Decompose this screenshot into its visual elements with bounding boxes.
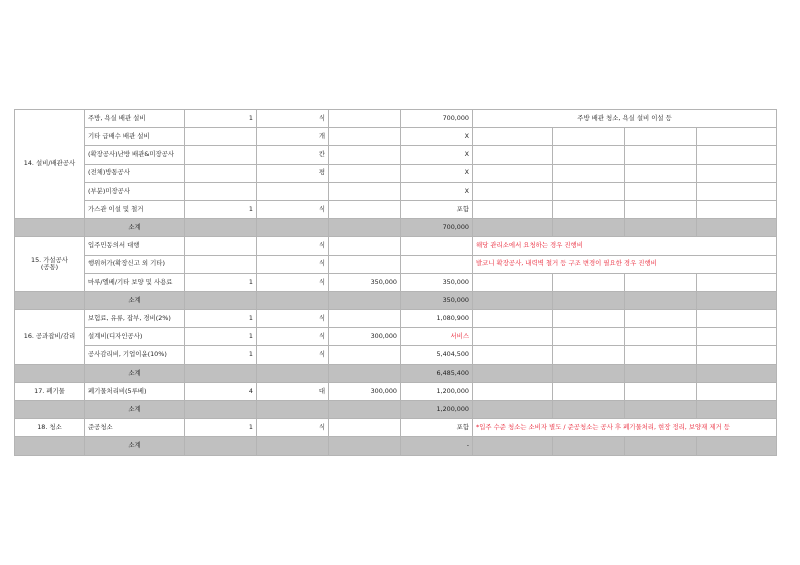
amount-cell: X <box>401 164 473 182</box>
qty-cell: 1 <box>185 346 257 364</box>
subtotal-blank <box>257 401 329 419</box>
note-cell: 발코니 확장공사, 내력벽 철거 등 구조 변경이 필요한 경우 진행비 <box>473 255 777 273</box>
amount-cell: 5,404,500 <box>401 346 473 364</box>
price-cell <box>329 128 401 146</box>
subtotal-amount: 6,485,400 <box>401 364 473 382</box>
subtotal-blank <box>625 364 697 382</box>
qty-cell: 1 <box>185 419 257 437</box>
subtotal-blank <box>185 291 257 309</box>
qty-cell <box>185 128 257 146</box>
unit-cell: 칸 <box>257 146 329 164</box>
table-row <box>15 273 777 291</box>
price-cell <box>329 200 401 218</box>
extra-cell <box>553 146 625 164</box>
price-cell: 300,000 <box>329 328 401 346</box>
subtotal-blank <box>329 364 401 382</box>
amount-cell: X <box>401 182 473 200</box>
item-cell: 주방, 욕실 배관 설비 <box>85 110 185 128</box>
subtotal-label: 소계 <box>85 437 185 455</box>
extra-cell <box>697 128 777 146</box>
category-cell: 14. 설비/배관공사 <box>15 110 85 219</box>
subtotal-blank <box>625 401 697 419</box>
item-cell: (전체)방통공사 <box>85 164 185 182</box>
extra-cell <box>625 128 697 146</box>
qty-cell <box>185 182 257 200</box>
note-cell <box>473 200 553 218</box>
estimate-table <box>14 109 777 456</box>
item-cell: 폐기물처리비(5루베) <box>85 382 185 400</box>
subtotal-label: 소계 <box>85 364 185 382</box>
unit-cell <box>257 182 329 200</box>
item-cell: 설계비(디자인공사) <box>85 328 185 346</box>
item-cell: 공사감리비, 기업이윤(10%) <box>85 346 185 364</box>
extra-cell <box>625 200 697 218</box>
subtotal-blank <box>185 437 257 455</box>
unit-cell: 식 <box>257 310 329 328</box>
qty-cell: 1 <box>185 110 257 128</box>
note-cell: *입주 수준 청소는 소비자 별도 / 준공청소는 공사 후 폐기물처리, 현장 정리, 보양재 제거 등 <box>473 419 777 437</box>
table-row <box>15 255 777 273</box>
subtotal-blank <box>553 401 625 419</box>
price-cell <box>329 110 401 128</box>
subtotal-row <box>15 401 777 419</box>
subtotal-blank <box>185 364 257 382</box>
note-cell <box>473 328 553 346</box>
qty-cell: 1 <box>185 328 257 346</box>
qty-cell <box>185 255 257 273</box>
qty-cell: 1 <box>185 310 257 328</box>
subtotal-blank <box>257 437 329 455</box>
note-cell: 해당 관리소에서 요청하는 경우 진행비 <box>473 237 777 255</box>
subtotal-blank <box>15 437 85 455</box>
extra-cell <box>697 346 777 364</box>
subtotal-blank <box>15 219 85 237</box>
note-cell <box>473 182 553 200</box>
qty-cell <box>185 164 257 182</box>
subtotal-blank <box>257 291 329 309</box>
subtotal-amount: 1,200,000 <box>401 401 473 419</box>
item-cell: 보험료, 유류, 잡부, 경비(2%) <box>85 310 185 328</box>
unit-cell: 식 <box>257 419 329 437</box>
extra-cell <box>553 382 625 400</box>
unit-cell: 평 <box>257 164 329 182</box>
table-row <box>15 110 777 128</box>
extra-cell <box>625 273 697 291</box>
extra-cell <box>625 328 697 346</box>
extra-cell <box>553 200 625 218</box>
table-row <box>15 237 777 255</box>
category-cell: 16. 공과잡비/감리 <box>15 310 85 365</box>
subtotal-blank <box>329 401 401 419</box>
price-cell: 350,000 <box>329 273 401 291</box>
extra-cell <box>697 310 777 328</box>
note-cell <box>473 382 553 400</box>
subtotal-row <box>15 437 777 455</box>
note-cell: 주방 배관 청소, 욕실 설비 이설 등 <box>473 110 777 128</box>
subtotal-blank <box>625 437 697 455</box>
amount-cell: X <box>401 128 473 146</box>
subtotal-blank <box>473 291 553 309</box>
subtotal-blank <box>553 291 625 309</box>
unit-cell: 식 <box>257 110 329 128</box>
amount-cell: 포함 <box>401 200 473 218</box>
unit-cell: 식 <box>257 200 329 218</box>
subtotal-blank <box>185 401 257 419</box>
qty-cell: 1 <box>185 200 257 218</box>
subtotal-blank <box>473 437 553 455</box>
extra-cell <box>553 346 625 364</box>
price-cell <box>329 419 401 437</box>
amount-cell: 1,200,000 <box>401 382 473 400</box>
subtotal-label: 소계 <box>85 219 185 237</box>
subtotal-blank <box>625 291 697 309</box>
unit-cell: 식 <box>257 328 329 346</box>
subtotal-blank <box>697 437 777 455</box>
amount-cell <box>401 237 473 255</box>
price-cell <box>329 164 401 182</box>
table-row <box>15 200 777 218</box>
item-cell: 행위허가(확장신고 외 기타) <box>85 255 185 273</box>
item-cell: 마루/엘베/기타 보양 및 사용료 <box>85 273 185 291</box>
table-row <box>15 419 777 437</box>
item-cell: 기타 급배수 배관 설비 <box>85 128 185 146</box>
qty-cell <box>185 146 257 164</box>
amount-cell: X <box>401 146 473 164</box>
subtotal-blank <box>553 219 625 237</box>
price-cell <box>329 237 401 255</box>
subtotal-blank <box>329 437 401 455</box>
unit-cell: 식 <box>257 237 329 255</box>
subtotal-blank <box>329 219 401 237</box>
amount-cell: 서비스 <box>401 328 473 346</box>
subtotal-blank <box>329 291 401 309</box>
item-cell: (부분)미장공사 <box>85 182 185 200</box>
subtotal-blank <box>15 364 85 382</box>
subtotal-blank <box>15 401 85 419</box>
table-row <box>15 146 777 164</box>
table-row <box>15 346 777 364</box>
category-cell: 18. 청소 <box>15 419 85 437</box>
note-cell <box>473 346 553 364</box>
extra-cell <box>553 273 625 291</box>
category-cell: 17. 폐기물 <box>15 382 85 400</box>
amount-cell: 1,080,900 <box>401 310 473 328</box>
note-cell <box>473 164 553 182</box>
subtotal-blank <box>257 364 329 382</box>
note-cell <box>473 146 553 164</box>
subtotal-blank <box>553 364 625 382</box>
price-cell <box>329 182 401 200</box>
subtotal-row <box>15 291 777 309</box>
amount-cell <box>401 255 473 273</box>
price-cell: 300,000 <box>329 382 401 400</box>
table-row <box>15 310 777 328</box>
note-cell <box>473 128 553 146</box>
extra-cell <box>553 164 625 182</box>
item-cell: 입주민동의서 대행 <box>85 237 185 255</box>
extra-cell <box>625 182 697 200</box>
extra-cell <box>553 310 625 328</box>
qty-cell: 4 <box>185 382 257 400</box>
item-cell: 가스관 이설 및 철거 <box>85 200 185 218</box>
note-cell <box>473 310 553 328</box>
subtotal-blank <box>15 291 85 309</box>
subtotal-amount: - <box>401 437 473 455</box>
unit-cell: 대 <box>257 382 329 400</box>
item-cell: (확장공사)난방 배관&미장공사 <box>85 146 185 164</box>
item-cell: 준공청소 <box>85 419 185 437</box>
price-cell <box>329 146 401 164</box>
subtotal-row <box>15 364 777 382</box>
unit-cell: 식 <box>257 346 329 364</box>
subtotal-blank <box>185 219 257 237</box>
qty-cell: 1 <box>185 273 257 291</box>
subtotal-blank <box>625 219 697 237</box>
extra-cell <box>625 382 697 400</box>
subtotal-blank <box>473 364 553 382</box>
note-cell <box>473 273 553 291</box>
amount-cell: 700,000 <box>401 110 473 128</box>
unit-cell: 식 <box>257 255 329 273</box>
extra-cell <box>697 328 777 346</box>
subtotal-row <box>15 219 777 237</box>
price-cell <box>329 255 401 273</box>
unit-cell: 식 <box>257 273 329 291</box>
extra-cell <box>697 273 777 291</box>
table-row <box>15 182 777 200</box>
subtotal-label: 소계 <box>85 291 185 309</box>
extra-cell <box>697 182 777 200</box>
extra-cell <box>625 346 697 364</box>
extra-cell <box>697 382 777 400</box>
qty-cell <box>185 237 257 255</box>
extra-cell <box>697 146 777 164</box>
extra-cell <box>553 182 625 200</box>
table-row <box>15 328 777 346</box>
extra-cell <box>697 164 777 182</box>
table-row <box>15 128 777 146</box>
table-row <box>15 382 777 400</box>
subtotal-label: 소계 <box>85 401 185 419</box>
extra-cell <box>625 146 697 164</box>
subtotal-blank <box>553 437 625 455</box>
subtotal-blank <box>697 401 777 419</box>
extra-cell <box>553 128 625 146</box>
table-row <box>15 164 777 182</box>
category-cell: 15. 가설공사 (공통) <box>15 237 85 292</box>
extra-cell <box>553 328 625 346</box>
amount-cell: 350,000 <box>401 273 473 291</box>
subtotal-blank <box>697 291 777 309</box>
subtotal-amount: 700,000 <box>401 219 473 237</box>
price-cell <box>329 310 401 328</box>
subtotal-blank <box>697 364 777 382</box>
extra-cell <box>625 164 697 182</box>
subtotal-blank <box>257 219 329 237</box>
subtotal-amount: 350,000 <box>401 291 473 309</box>
extra-cell <box>697 200 777 218</box>
subtotal-blank <box>473 219 553 237</box>
price-cell <box>329 346 401 364</box>
subtotal-blank <box>473 401 553 419</box>
subtotal-blank <box>697 219 777 237</box>
unit-cell: 개 <box>257 128 329 146</box>
amount-cell: 포함 <box>401 419 473 437</box>
extra-cell <box>625 310 697 328</box>
